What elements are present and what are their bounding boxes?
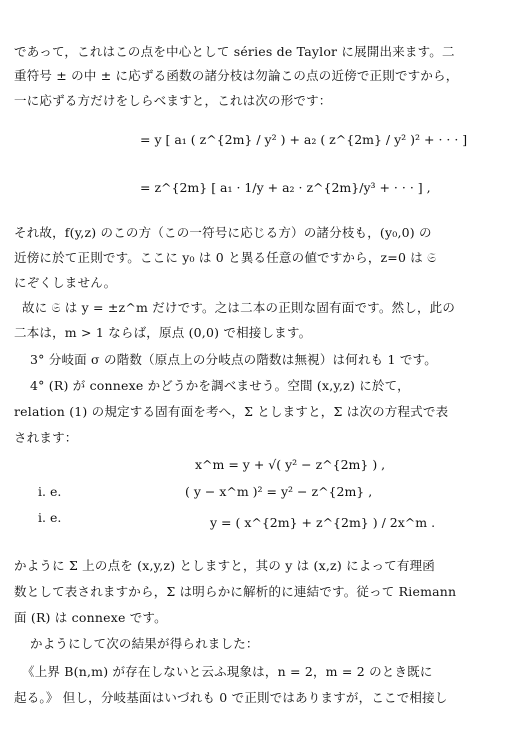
text-line: 3° 分岐面 σ の階数（原点上の分岐点の階数は無視）は何れも 1 です。: [30, 352, 437, 367]
text-line: 重符号 ± の中 ± に応ずる函数の諸分枝は勿論この点の近傍で正則ですから，: [14, 68, 459, 83]
text-line: relation (1) の規定する固有面を考へ，Σ としますと，Σ は次の方程式で表: [14, 404, 449, 419]
equation: = z^{2m} [ a₁ · 1/y + a₂ · z^{2m}/y³ + · · · ] ,: [140, 180, 431, 195]
text-line: 数として表されますから，Σ は明らかに解析的に連結です。従って Riemann: [14, 584, 457, 599]
equation: y = ( x^{2m} + z^{2m} ) / 2x^m .: [210, 515, 436, 530]
text-line: 近傍に於て正則です。ここに y₀ は 0 と異る任意の値ですから，z=0 は 𝔖: [14, 250, 437, 265]
text-line: されます：: [14, 430, 78, 445]
ie-label: i. e.: [38, 484, 62, 499]
ie-label: i. e.: [38, 510, 62, 525]
text-line: 4° (R) が connexe かどうかを調べませう。空間 (x,y,z) に於て，: [30, 378, 410, 393]
text-line: かように Σ 上の点を (x,y,z) としますと，其の y は (x,z) によって有理函: [14, 558, 435, 573]
text-line: 一に応ずる方だけをしらべますと，これは次の形です：: [14, 93, 332, 108]
text-line: 《上界 B(n,m) が存在しないと云ふ現象は，n = 2，m = 2 のとき既に: [22, 664, 433, 679]
text-line: 二本は，m > 1 ならば，原点 (0,0) で相接します。: [14, 325, 312, 340]
text-line: であって，これはこの点を中心として séries de Taylor に展開出来ます。二: [14, 44, 455, 59]
text-line: それ故，f(y,z) のこの方（この一符号に応じる方）の諸分枝も，(y₀,0) の: [14, 225, 432, 240]
text-line: 面 (R) は connexe です。: [14, 610, 167, 625]
text-line: かようにして次の結果が得られました：: [30, 636, 259, 651]
equation: x^m = y + √( y² − z^{2m} ) ,: [195, 457, 386, 472]
text-line: 故に 𝔖 は y = ±z^m だけです。之は二本の正則な固有面です。然し，此の: [22, 300, 456, 315]
equation: ( y − x^m )² = y² − z^{2m} ,: [185, 484, 373, 499]
text-line: 起る。》 但し，分岐基面はいづれも 0 で正則ではありますが，ここで相接し: [14, 690, 448, 705]
text-line: にぞくしません。: [14, 275, 117, 290]
equation: = y [ a₁ ( z^{2m} / y² ) + a₂ ( z^{2m} / y² )² + · · · ]: [140, 132, 468, 147]
